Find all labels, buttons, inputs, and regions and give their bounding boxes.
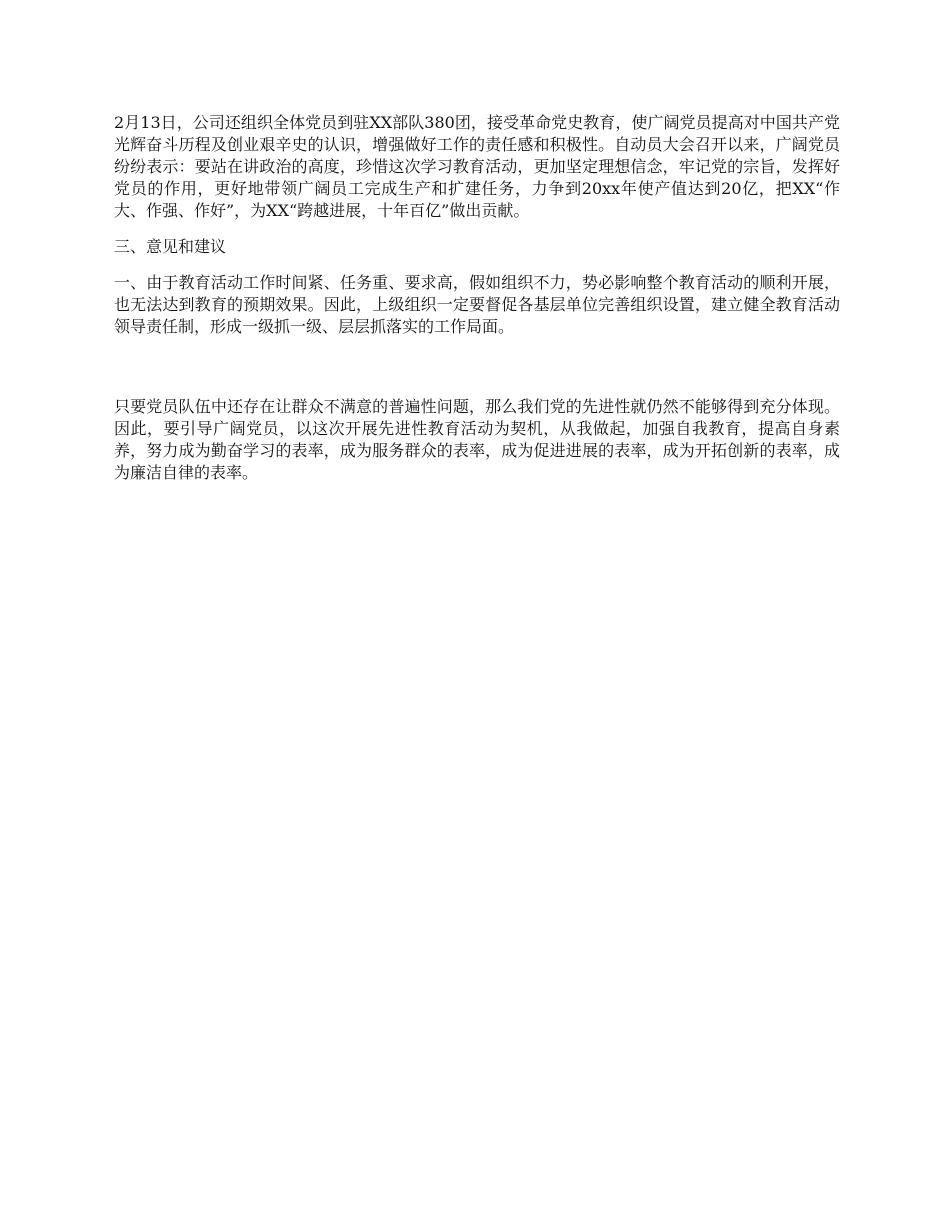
paragraph-education-activity: 2月13日，公司还组织全体党员到驻XX部队380团，接受革命党史教育，使广阔党员提高对中国共产党光辉奋斗历程及创业艰辛史的认识，增强做好工作的责任感和积极性。自动员大会召开以来，广阔党员纷纷表示：要站在讲政治的高度，珍惜这次学习教育活动，更加坚定理想信念，牢记党的宗旨，发挥好党员的作用，更好地带领广阔员工完成生产和扩建任务，力争到20xx年使产值达到20亿，把XX“作大、作强、作好”，为XX“跨越进展，十年百亿”做出贡献。 [114,113,840,220]
section-heading-suggestions: 三、意见和建议 [114,237,227,256]
paragraph-suggestion-one: 一、由于教育活动工作时间紧、任务重、要求高，假如组织不力，势必影响整个教育活动的顺利开展，也无法达到教育的预期效果。因此，上级组织一定要督促各基层单位完善组织设置，建立健全教育活动领导责任制，形成一级抓一级、层层抓落实的工作局面。 [114,273,840,336]
paragraph-spacer [114,258,840,272]
paragraph-spacer [114,338,840,396]
paragraph-spacer [114,222,840,236]
document-page [114,112,840,484]
paragraph-party-members: 只要党员队伍中还存在让群众不满意的普遍性问题，那么我们党的先进性就仍然不能够得到充分体现。因此，要引导广阔党员，以这次开展先进性教育活动为契机，从我做起，加强自我教育，提高自身素养，努力成为勤奋学习的表率，成为服务群众的表率，成为促进进展的表率，成为开拓创新的表率，成为廉洁自律的表率。 [114,397,840,482]
